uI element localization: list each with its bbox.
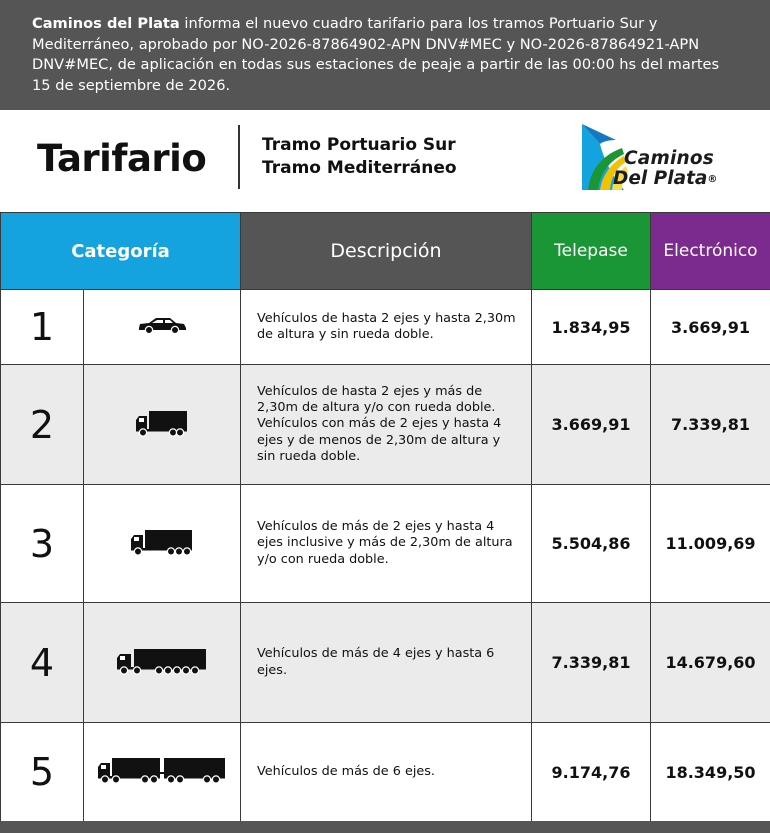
category-description: Vehículos de más de 6 ejes. <box>241 723 532 822</box>
vehicle-cell <box>84 365 241 485</box>
price-telepase: 3.669,91 <box>532 365 651 485</box>
small-truck-icon <box>135 409 189 437</box>
table-row <box>1 603 770 723</box>
header-telepase: Telepase <box>532 213 651 290</box>
vehicle-cell <box>84 603 241 723</box>
registered-mark: ® <box>707 174 718 185</box>
category-number: 4 <box>1 603 84 723</box>
header-electronico: Electrónico <box>651 213 770 290</box>
category-description: Vehículos de hasta 2 ejes y hasta 2,30m de altura y sin rueda doble. <box>241 290 532 365</box>
category-description: Vehículos de más de 4 ejes y hasta 6 ejes. <box>241 603 532 723</box>
header-categoria: Categoría <box>1 213 241 290</box>
tramo-portuario-sur: Tramo Portuario Sur <box>262 135 456 155</box>
vehicle-cell <box>84 485 241 603</box>
page-title: Tarifario <box>37 137 207 180</box>
logo-text-caminos: Caminos <box>624 148 714 169</box>
page-header <box>0 110 770 212</box>
footer-bar <box>0 821 770 833</box>
table-header-row <box>1 213 770 290</box>
price-electronico: 7.339,81 <box>651 365 770 485</box>
logo-text-del-plata-label: Del Plata <box>613 168 708 189</box>
category-description: Vehículos de más de 2 ejes y hasta 4 ejes inclusive y más de 2,30m de altura y/o con rueda doble. <box>241 485 532 603</box>
price-electronico: 11.009,69 <box>651 485 770 603</box>
table-row <box>1 485 770 603</box>
category-number: 3 <box>1 485 84 603</box>
tramos-list <box>262 134 457 180</box>
vehicle-cell <box>84 290 241 365</box>
table-row <box>1 290 770 365</box>
table-row <box>1 723 770 822</box>
price-electronico: 14.679,60 <box>651 603 770 723</box>
category-number: 2 <box>1 365 84 485</box>
tariff-table <box>0 212 770 822</box>
car-icon <box>136 315 188 335</box>
vehicle-cell <box>84 723 241 822</box>
semi-truck-icon <box>116 647 208 675</box>
header-descripcion: Descripción <box>241 213 532 290</box>
tramo-mediterraneo: Tramo Mediterráneo <box>262 158 457 178</box>
price-telepase: 5.504,86 <box>532 485 651 603</box>
notice-text: informa el nuevo cuadro tarifario para los tramos Portuario Sur y Mediterráneo, aprobado por NO-2026-87864902-APN DNV#MEC y NO-2026-87864921-APN DNV#MEC, de aplicación en todas sus estaciones de peaje a partir de las 00:00 hs del martes 15 de septiembre de 2026. <box>32 15 720 94</box>
notice-banner <box>0 0 770 110</box>
notice-brand: Caminos del Plata <box>32 15 180 32</box>
logo-text-del-plata <box>613 168 717 189</box>
category-description: Vehículos de hasta 2 ejes y más de 2,30m de altura y/o con rueda doble. Vehículos con más de 2 ejes y hasta 4 ejes y de menos de 2,30m de altura y sin rueda doble. <box>241 365 532 485</box>
table-row <box>1 365 770 485</box>
price-telepase: 1.834,95 <box>532 290 651 365</box>
price-electronico: 18.349,50 <box>651 723 770 822</box>
price-electronico: 3.669,91 <box>651 290 770 365</box>
category-number: 5 <box>1 723 84 822</box>
category-number: 1 <box>1 290 84 365</box>
truck-trailer-icon <box>97 756 227 784</box>
truck-icon <box>130 528 194 556</box>
header-divider <box>238 125 240 189</box>
price-telepase: 7.339,81 <box>532 603 651 723</box>
price-telepase: 9.174,76 <box>532 723 651 822</box>
